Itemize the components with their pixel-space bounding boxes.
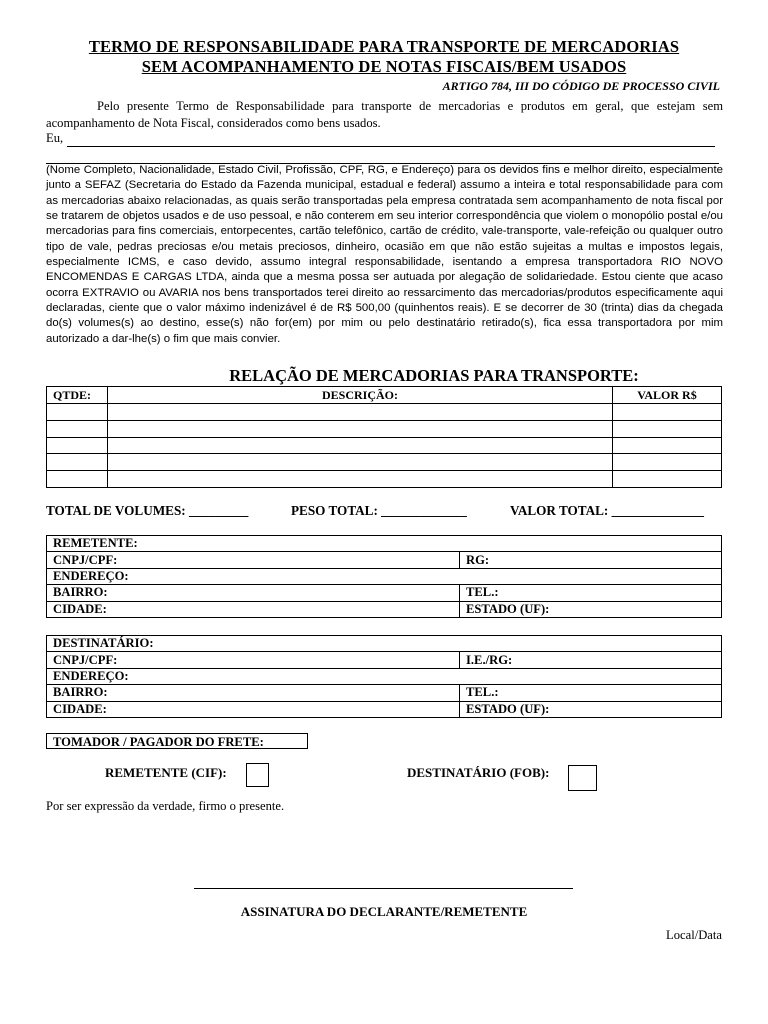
valor-cell[interactable] — [613, 404, 722, 421]
tomador-box: TOMADOR / PAGADOR DO FRETE: — [46, 733, 308, 749]
descricao-cell[interactable] — [108, 454, 613, 471]
local-date-label: Local/Data — [666, 928, 722, 942]
table-row — [47, 420, 722, 437]
fob-label: DESTINATÁRIO (FOB): — [407, 765, 550, 780]
remetente-bairro-field[interactable]: BAIRRO: — [47, 585, 460, 601]
goods-section-title: RELAÇÃO DE MERCADORIAS PARA TRANSPORTE: — [229, 366, 639, 385]
header-valor: VALOR R$ — [613, 387, 722, 404]
destinatario-table — [46, 635, 722, 718]
signature-line[interactable] — [194, 888, 573, 889]
descricao-cell[interactable] — [108, 420, 613, 437]
declaration-body: (Nome Completo, Nacionalidade, Estado Civil, Profissão, CPF, RG, e Endereço) para os devidos fins e melhor direito, especialmente junto a SEFAZ (Secretaria do Estado da Fazenda municipal, estadual e federal) assumo a inteira e total responsabilidade para com as mercadorias abaixo relacionadas, as quais serão transportadas pela empresa contratada sem acompanhamento de nota fiscal por se tratarem de objetos usados e de uso pessoal, e não conterem em seu interior correspondência que violem o monopólio postal e/ou mercadorias para fins comerciais, entorpecentes, cartão telefônico, cartão de crédito, vale-transporte, vale-refeição ou qualquer outro tipo de vale, pedras preciosas e/ou metais preciosos, dinheiro, ocasião em que não estão sujeitas a multas e impostos legais, especialmente ICMS, e caso devido, assumo integral responsabilidade, isentando a empresa transportadora RIO NOVO ENCOMENDAS E CARGAS LTDA, ainda que a mesma possa ser autuada por alegação de solidariedade. Estou ciente que acaso ocorra EXTRAVIO ou AVARIA nos bens transportados terei direito ao ressarcimento das mercadorias/produtos especificamente aqui declaradas, ciente que o valor máximo indenizável é de R$ 500,00 (quinhentos reais). E se decorrer de 30 (trinta) dias da chegada do(s) volumes(s) ao destino, esse(s) não for(em) por mim ou pelo destinatário retirado(s), fica essa transportadora por mim autorizado a dar-lhe(s) o fim que mais convier. — [46, 164, 723, 345]
destinatario-bairro-field[interactable]: BAIRRO: — [47, 685, 460, 701]
descricao-cell[interactable] — [108, 437, 613, 454]
intro-paragraph: Pelo presente Termo de Responsabilidade para transporte de mercadorias e produtos em geral, que estejam sem acompanhamento de Nota Fiscal, considerados como bens usados. — [46, 99, 723, 130]
qtde-cell[interactable] — [47, 471, 108, 488]
destinatario-cnpj-field[interactable]: CNPJ/CPF: — [47, 652, 460, 668]
cif-checkbox[interactable] — [246, 763, 269, 787]
legal-article-reference: ARTIGO 784, III DO CÓDIGO DE PROCESSO CIVIL — [442, 79, 720, 93]
remetente-tel-field[interactable]: TEL.: — [460, 585, 722, 601]
destinatario-endereco-field[interactable]: ENDEREÇO: — [47, 668, 722, 684]
table-row — [47, 454, 722, 471]
signature-label: ASSINATURA DO DECLARANTE/REMETENTE — [240, 904, 528, 919]
descricao-cell[interactable] — [108, 471, 613, 488]
table-row — [47, 437, 722, 454]
goods-table-header — [47, 387, 722, 404]
destinatario-cidade-field[interactable]: CIDADE: — [47, 701, 460, 717]
table-row — [47, 404, 722, 421]
peso-total[interactable]: PESO TOTAL: _____________ — [291, 503, 467, 518]
remetente-cidade-field[interactable]: CIDADE: — [47, 601, 460, 617]
destinatario-estado-field[interactable]: ESTADO (UF): — [460, 701, 722, 717]
descricao-cell[interactable] — [108, 404, 613, 421]
destinatario-heading: DESTINATÁRIO: — [47, 636, 722, 652]
header-descricao: DESCRIÇÃO: — [108, 387, 613, 404]
header-qtde: QTDE: — [47, 387, 108, 404]
qtde-cell[interactable] — [47, 404, 108, 421]
remetente-estado-field[interactable]: ESTADO (UF): — [460, 601, 722, 617]
qtde-cell[interactable] — [47, 420, 108, 437]
qtde-cell[interactable] — [47, 437, 108, 454]
remetente-cnpj-field[interactable]: CNPJ/CPF: — [47, 552, 460, 568]
valor-cell[interactable] — [613, 420, 722, 437]
valor-cell[interactable] — [613, 454, 722, 471]
document-title-line2: SEM ACOMPANHAMENTO DE NOTAS FISCAIS/BEM USADOS — [141, 57, 627, 76]
remetente-heading: REMETENTE: — [47, 536, 722, 552]
valor-total[interactable]: VALOR TOTAL: ______________ — [510, 503, 704, 518]
closing-statement: Por ser expressão da verdade, firmo o presente. — [46, 799, 285, 813]
total-volumes[interactable]: TOTAL DE VOLUMES: _________ — [46, 503, 249, 518]
remetente-table — [46, 535, 722, 618]
eu-label: Eu, — [46, 131, 64, 145]
valor-cell[interactable] — [613, 437, 722, 454]
document-title-line1: TERMO DE RESPONSABILIDADE PARA TRANSPORTE DE MERCADORIAS — [88, 37, 680, 56]
destinatario-ie-rg-field[interactable]: I.E./RG: — [460, 652, 722, 668]
remetente-endereco-field[interactable]: ENDEREÇO: — [47, 568, 722, 584]
declarant-name-line[interactable] — [67, 146, 715, 147]
cif-label: REMETENTE (CIF): — [105, 765, 227, 780]
fob-checkbox[interactable] — [568, 765, 597, 791]
qtde-cell[interactable] — [47, 454, 108, 471]
valor-cell[interactable] — [613, 471, 722, 488]
destinatario-tel-field[interactable]: TEL.: — [460, 685, 722, 701]
goods-table — [46, 386, 722, 488]
table-row — [47, 471, 722, 488]
remetente-rg-field[interactable]: RG: — [460, 552, 722, 568]
